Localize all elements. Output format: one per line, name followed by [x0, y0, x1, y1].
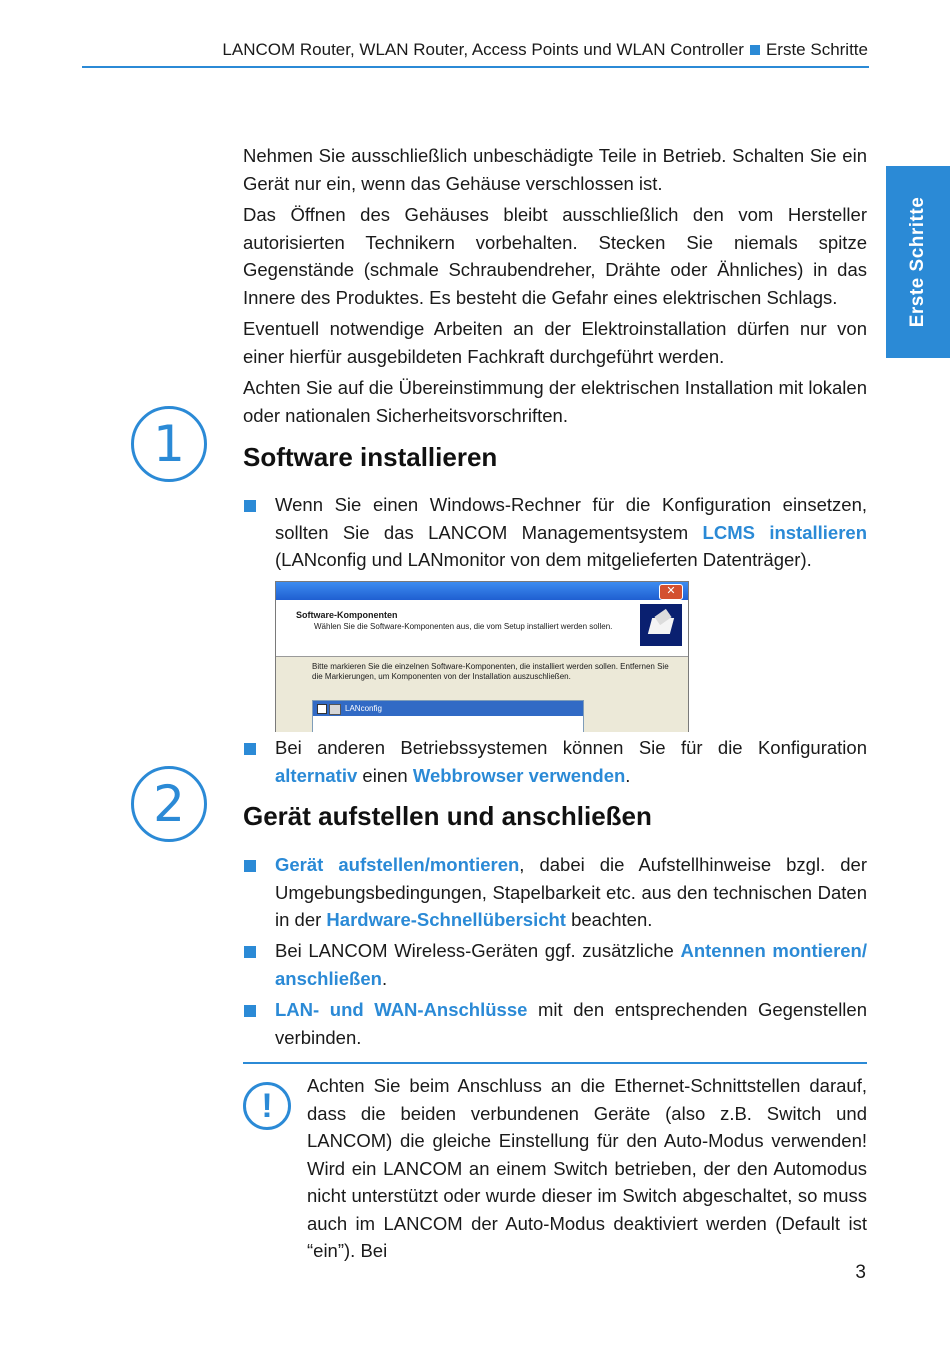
link-lcms-installieren[interactable]: LCMS installieren	[702, 521, 867, 543]
intro-paragraph-3: Eventuell notwendige Arbeiten an der Elektroinstallation dürfen nur von einer hierfür ausgebildeten Fachkraft durchgeführt werden.	[243, 318, 867, 367]
software-components-screenshot	[275, 581, 689, 732]
screenshot-title: Software-Komponenten	[296, 610, 398, 620]
bullet-text: , dabei die Aufstellhinweise bzgl. der Umgebungsbedingungen, Stapelbarkeit etc. aus den technischen Daten in der	[275, 854, 867, 930]
screenshot-subtitle: Wählen Sie die Software-Komponenten aus, die vom Setup installiert werden sollen.	[314, 622, 613, 631]
link-alternativ[interactable]: alternativ	[275, 764, 358, 786]
link-antennen-montieren[interactable]: Antennen montieren/ anschließen	[275, 940, 867, 989]
page-number: 3	[855, 1262, 866, 1283]
installer-logo-icon	[640, 604, 682, 646]
bullet-square-icon	[244, 500, 256, 512]
note-rule	[243, 1062, 867, 1064]
chapter-tab-label: Erste Schritte	[907, 196, 928, 328]
header-section: Erste Schritte	[765, 40, 868, 59]
bullet-square-icon	[244, 860, 256, 872]
warning-icon: !	[243, 1082, 291, 1130]
step-2-bullet-2	[275, 937, 867, 992]
screenshot-description: Bitte markieren Sie die einzelnen Software-Komponenten, die installiert werden sollen. Entfernen Sie die Markierungen, um Komponenten von der Installation auszuschließen.	[312, 662, 669, 681]
header-square-icon	[750, 45, 760, 55]
bullet-text: mit den entsprechenden Gegenstellen verbinden.	[275, 999, 867, 1048]
component-item	[313, 701, 583, 716]
bullet-text: .	[381, 967, 388, 989]
screenshot-titlebar	[276, 582, 688, 600]
intro-paragraph-2: Das Öffnen des Gehäuses bleibt ausschließlich den vom Hersteller autorisierten Technikern vorbehalten. Stecken Sie niemals spitze Gegenstände (schmale Schraubendreher, Drähte oder Ähnliches) in das Innere des Produktes. Es besteht die Gefahr eines elektrischen Schlags.	[243, 204, 867, 308]
step-1-number-icon: 1	[131, 406, 207, 482]
bullet-text: Bei anderen Betriebssystemen können Sie für die Konfiguration	[275, 737, 867, 758]
step-2-bullet-3	[275, 996, 867, 1051]
chapter-tab	[886, 166, 950, 358]
application-icon	[329, 704, 341, 715]
step-2-number-icon: 2	[131, 766, 207, 842]
link-geraet-aufstellen[interactable]: Gerät aufstellen/montieren	[275, 854, 520, 875]
bullet-square-icon	[244, 946, 256, 958]
component-list	[312, 700, 584, 732]
bullet-square-icon	[244, 743, 256, 755]
intro-paragraph-1: Nehmen Sie ausschließlich unbeschädigte Teile in Betrieb. Schalten Sie ein Gerät nur ein, wenn das Gehäuse verschlossen ist.	[243, 145, 867, 194]
bullet-text: Wenn Sie einen Windows-Rechner für die Konfiguration einsetzen, sollten Sie das LANCOM Managementsystem	[275, 494, 867, 543]
link-webbrowser-verwenden[interactable]: Webbrowser verwenden	[412, 764, 626, 786]
component-label: LANconfig	[345, 704, 382, 713]
bullet-square-icon	[244, 1005, 256, 1017]
running-header	[82, 40, 868, 60]
bullet-text: einen	[357, 764, 413, 786]
link-lan-wan-anschluesse[interactable]: LAN- und WAN-Anschlüsse	[275, 999, 528, 1020]
bullet-text: beachten.	[565, 909, 653, 930]
step-1-heading: Software installieren	[243, 442, 498, 472]
header-title: LANCOM Router, WLAN Router, Access Points und WLAN Controller	[222, 40, 744, 59]
note-text: Achten Sie beim Anschluss an die Ethernet-Schnittstellen darauf, dass die beiden verbundenen Geräte (also z.B. Switch und LANCOM) die gleiche Einstellung für den Auto-Modus verwenden! Wird ein LANCOM an einem Switch betrieben, der den Automodus nicht unterstützt oder wurde dieser im Switch abgeschaltet, so muss auch im LANCOM der Auto-Modus deaktiviert werden (Default ist “ein”). Bei	[307, 1075, 867, 1261]
step-2-heading: Gerät aufstellen und anschließen	[243, 801, 652, 831]
bullet-text: (LANconfig und LANmonitor von dem mitgelieferten Datenträger).	[275, 549, 812, 570]
step-1-bullet-2	[275, 734, 867, 789]
intro-paragraph-4: Achten Sie auf die Übereinstimmung der elektrischen Installation mit lokalen oder nationalen Sicherheitsvorschriften.	[243, 377, 867, 426]
step-1-bullet-1	[275, 491, 867, 574]
step-2-bullet-1	[275, 851, 867, 934]
checkbox-icon	[317, 704, 327, 714]
bullet-text: .	[625, 764, 631, 786]
header-rule	[82, 66, 869, 68]
screenshot-header	[276, 600, 688, 657]
link-hardware-schnelluebersicht[interactable]: Hardware-Schnellübersicht	[326, 909, 566, 930]
bullet-text: Bei LANCOM Wireless-Geräten ggf. zusätzliche	[275, 940, 681, 961]
close-icon: ✕	[659, 584, 683, 600]
